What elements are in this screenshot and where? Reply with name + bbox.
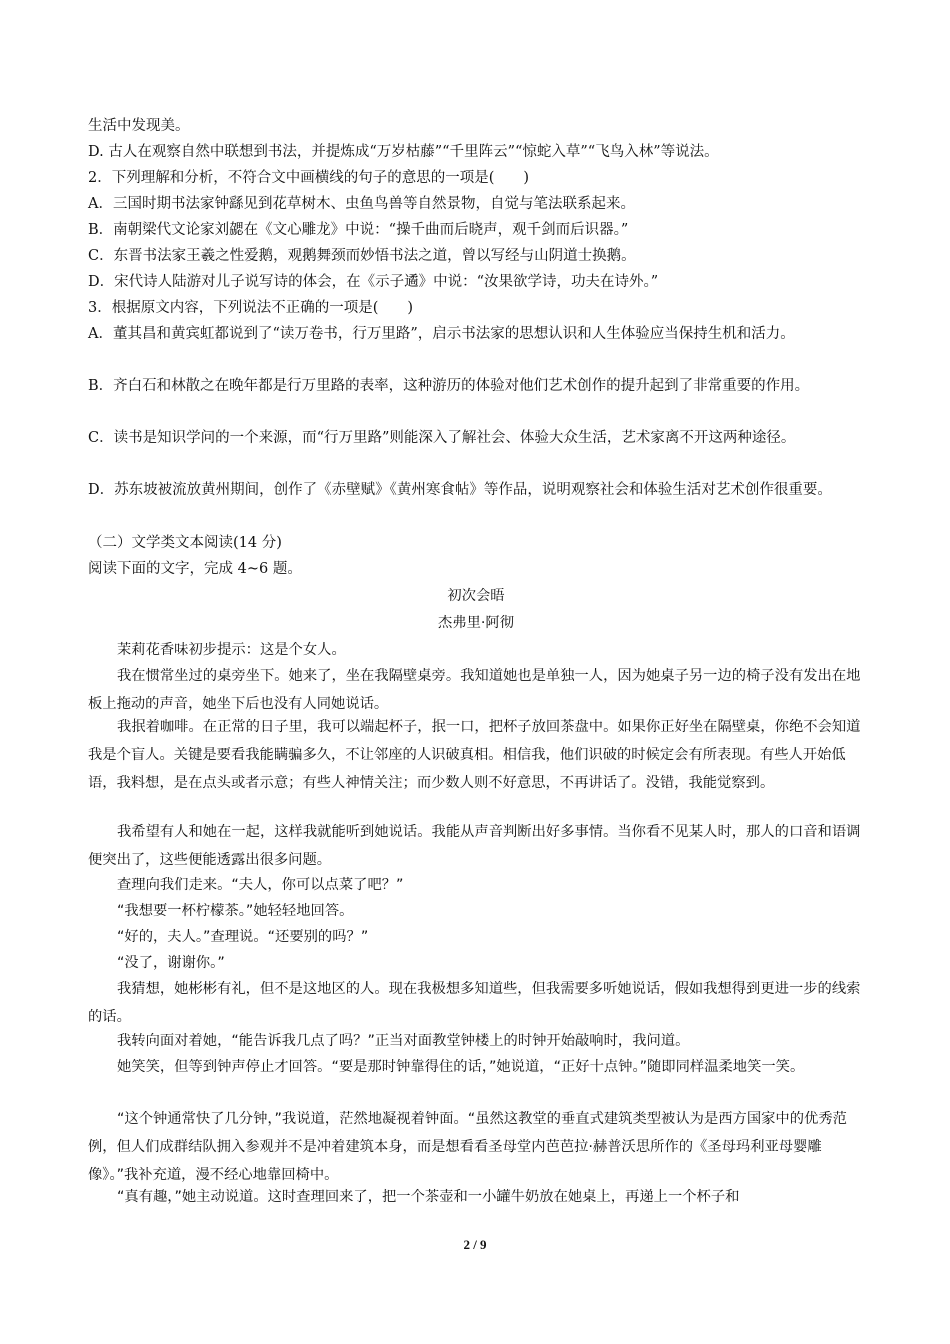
story-paragraph: “我想要一杯柠檬茶。”她轻轻地回答。 xyxy=(117,903,354,919)
question-2-option-b: B．南朝梁代文论家刘勰在《文心雕龙》中说：“操千曲而后晓声，观千剑而后识器。” xyxy=(88,222,629,238)
option-line: D. 古人在观察自然中联想到书法，并提炼成“万岁枯藤”“千里阵云”“惊蛇入草”“飞鸟入林”等说法。 xyxy=(88,144,719,160)
text-line: 生活中发现美。 xyxy=(88,118,190,134)
story-paragraph: 我在惯常坐过的桌旁坐下。她来了，坐在我隔壁桌旁。我知道她也是单独一人，因为她桌子另一边的椅子没有发出在地板上拖动的声音，她坐下后也没有人同她说话。 xyxy=(88,668,861,712)
story-paragraph: “真有趣，”她主动说道。这时查理回来了，把一个茶壶和一小罐牛奶放在她桌上，再递上一个杯子和 xyxy=(117,1189,740,1205)
story-author: 杰弗里·阿彻 xyxy=(437,615,515,631)
story-paragraph: 我抿着咖啡。在正常的日子里，我可以端起杯子，抿一口，把杯子放回茶盘中。如果你正好坐在隔壁桌，你绝不会知道我是个盲人。关键是要看我能瞒骗多久，不让邻座的人识破真相。相信我，他们识破的时候定会有所表现。有些人开始低语，我料想，是在点头或者示意；有些人神情关注；而少数人则不好意思，不再讲话了。没错，我能觉察到。 xyxy=(88,719,861,791)
section-instruction: 阅读下面的文字，完成 4~6 题。 xyxy=(88,561,302,577)
story-paragraph: 她笑笑，但等到钟声停止才回答。“要是那时钟靠得住的话，”她说道，“正好十点钟。”随即同样温柔地笑一笑。 xyxy=(117,1059,805,1075)
story-paragraph: 我猜想，她彬彬有礼，但不是这地区的人。现在我极想多知道些，但我需要多听她说话，假如我想得到更进一步的线索的话。 xyxy=(88,981,861,1025)
question-2-option-c: C．东晋书法家王羲之性爱鹅，观鹅舞颈而妙悟书法之道，曾以写经与山阴道士换鹅。 xyxy=(88,248,636,264)
page-number: 2 / 9 xyxy=(463,1237,487,1252)
story-paragraph: “好的，夫人。”查理说。“还要别的吗？” xyxy=(117,929,369,945)
question-3-option-a: A．董其昌和黄宾虹都说到了“读万卷书，行万里路”，启示书法家的思想认识和人生体验应当保持生机和活力。 xyxy=(88,326,795,342)
question-2-option-a: A．三国时期书法家钟繇见到花草树木、虫鱼鸟兽等自然景物，自觉与笔法联系起来。 xyxy=(88,196,635,212)
story-paragraph: 茉莉花香味初步提示：这是个女人。 xyxy=(117,642,346,658)
story-paragraph: “这个钟通常快了几分钟，”我说道，茫然地凝视着钟面。“虽然这教堂的垂直式建筑类型被认为是西方国家中的优秀范例，但人们成群结队拥入参观并不是冲着建筑本身，而是想看看圣母堂内芭芭拉·赫普沃思所作的《圣母玛利亚母婴雕像》。”我补充道，漫不经心地靠回椅中。 xyxy=(88,1111,847,1183)
question-3-option-c: C．读书是知识学问的一个来源，而“行万里路”则能深入了解社会、体验大众生活，艺术家离不开这两种途径。 xyxy=(88,430,796,446)
section-heading: （二）文学类文本阅读(14 分) xyxy=(88,535,282,551)
question-3-option-b: B．齐白石和林散之在晚年都是行万里路的表率，这种游历的体验对他们艺术创作的提升起到了非常重要的作用。 xyxy=(88,378,810,394)
story-paragraph: 我转向面对着她，“能告诉我几点了吗？”正当对面教堂钟楼上的时钟开始敲响时，我问道。 xyxy=(117,1033,690,1049)
story-paragraph: 我希望有人和她在一起，这样我就能听到她说话。我能从声音判断出好多事情。当你看不见某人时，那人的口音和语调便突出了，这些便能透露出很多问题。 xyxy=(88,824,861,868)
question-3-option-d: D．苏东坡被流放黄州期间，创作了《赤壁赋》《黄州寒食帖》等作品，说明观察社会和体验生活对艺术创作很重要。 xyxy=(88,482,832,498)
story-paragraph: 查理向我们走来。“夫人，你可以点菜了吧？” xyxy=(117,877,404,893)
story-paragraph: “没了，谢谢你。” xyxy=(117,955,225,971)
story-title: 初次会晤 xyxy=(447,588,505,604)
question-2-stem: 2．下列理解和分析，不符合文中画横线的句子的意思的一项是( ) xyxy=(88,170,530,186)
question-3-stem: 3．根据原文内容，下列说法不正确的一项是( ) xyxy=(88,300,414,316)
question-2-option-d: D．宋代诗人陆游对儿子说写诗的体会，在《示子遹》中说：“汝果欲学诗，功夫在诗外。” xyxy=(88,274,659,290)
